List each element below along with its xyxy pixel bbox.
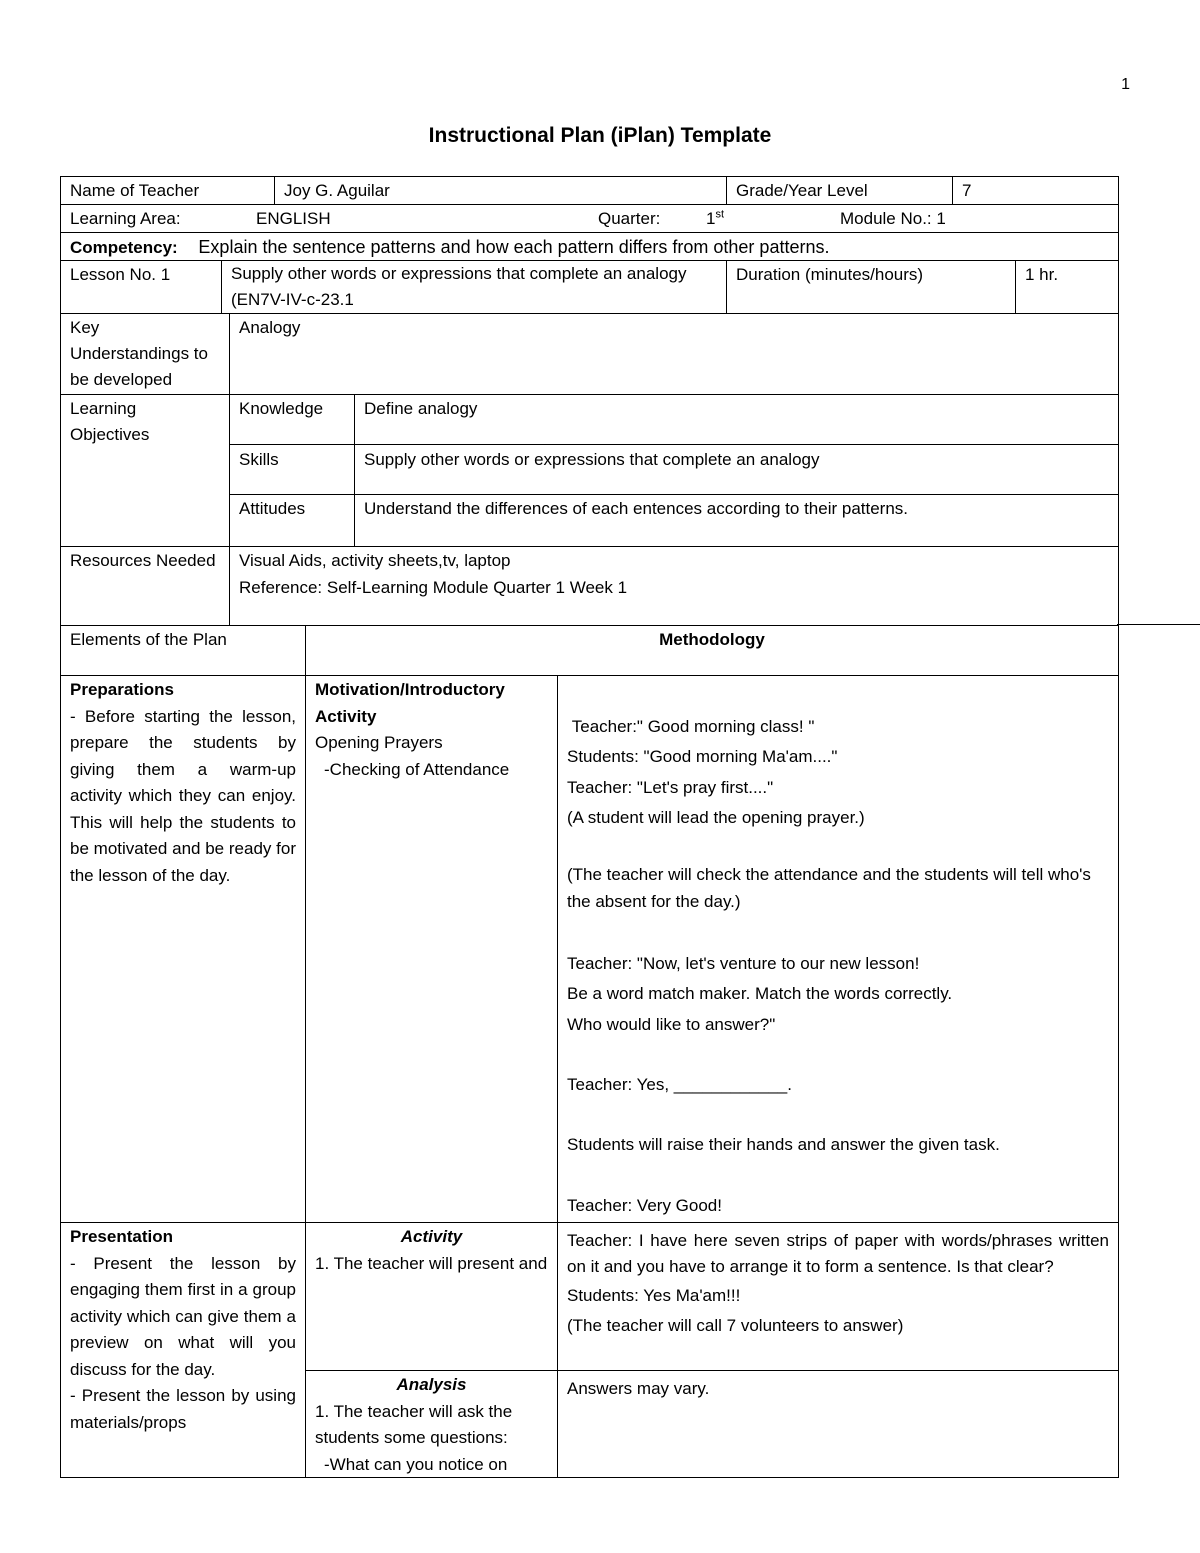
presentation-cell: [60, 1222, 306, 1478]
name-value: Joy G. Aguilar: [274, 176, 727, 205]
dialogue-line: Teacher:" Good morning class! ": [567, 717, 815, 736]
motivation-title: Motivation/Introductory Activity: [315, 680, 505, 726]
methodology-label: Methodology: [305, 625, 1119, 676]
resources-line-2: Reference: Self-Learning Module Quarter 1 Week 1: [239, 577, 628, 597]
analysis-answer: Answers may vary.: [557, 1370, 1119, 1478]
dialogue-line: Teacher: Very Good!: [567, 1195, 722, 1215]
lesson-label: Lesson No. 1: [60, 260, 222, 314]
activity-text: 1. The teacher will present and: [315, 1253, 548, 1273]
dialogue-line: Be a word match maker. Match the words correctly.: [567, 984, 953, 1004]
dialogue-line: (A student will lead the opening prayer.): [567, 807, 865, 827]
resources-value: [229, 546, 1119, 626]
objective-knowledge-label: Knowledge: [229, 394, 355, 445]
dialogue-line: (The teacher will check the attendance and the students will tell who's the absent for the day.): [567, 865, 1096, 911]
grade-label: Grade/Year Level: [726, 176, 953, 205]
presentation-title: Presentation: [70, 1227, 173, 1246]
competency-label: Competency:: [70, 238, 178, 257]
presentation-text-1: - Present the lesson by engaging them first in a group activity which can give them a preview on what will you discuss for the day.: [70, 1253, 296, 1379]
dialogue-blank: [567, 833, 1109, 862]
quarter-suffix: st: [715, 208, 725, 221]
page-number: 1: [1121, 76, 1130, 93]
dialogue-blank: [567, 1100, 1109, 1130]
objective-attitudes-label: Attitudes: [229, 494, 355, 547]
activity-dialogue-1: Teacher: I have here seven strips of paper with words/phrases written on it and you have to arrange it to form a sentence. Is that clear?: [567, 1231, 1109, 1276]
preparations-title: Preparations: [70, 680, 174, 699]
elements-of-plan-label: Elements of the Plan: [60, 625, 306, 676]
duration-value: 1 hr.: [1015, 260, 1119, 314]
learning-objectives-label: Learning Objectives: [60, 394, 230, 547]
key-understandings-value: Analogy: [229, 313, 1119, 395]
motivation-dialogue-cell: [557, 675, 1119, 1223]
dialogue-line: Students: "Good morning Ma'am....": [567, 747, 838, 767]
objective-skills-label: Skills: [229, 444, 355, 495]
resources-line-1: Visual Aids, activity sheets,tv, laptop: [239, 551, 511, 570]
learning-area-label: Learning Area:: [70, 209, 181, 228]
analysis-title: Analysis: [396, 1375, 467, 1394]
objective-skills-value: Supply other words or expressions that complete an analogy: [354, 444, 1119, 495]
dialogue-blank: [567, 915, 1109, 949]
dialogue-line: Students will raise their hands and answer the given task.: [567, 1135, 1000, 1155]
analysis-text-2: -What can you notice on: [324, 1454, 508, 1474]
resources-label: Resources Needed: [60, 546, 230, 626]
dialogue-line: Teacher: Yes, ____________.: [567, 1075, 792, 1095]
module-label: Module No.:: [840, 209, 932, 228]
lesson-value: Supply other words or expressions that complete an analogy (EN7V-IV-c-23.1: [221, 260, 727, 314]
preparations-cell: [60, 675, 306, 1223]
dialogue-line: Teacher: "Now, let's venture to our new lesson!: [567, 954, 920, 974]
preparations-text: - Before starting the lesson, prepare the students by giving them a warm-up activity which they can enjoy. This will help the students to be motivated and be ready for the lesson of the day.: [70, 706, 296, 885]
activity-dialogue-cell: [557, 1222, 1119, 1371]
competency-row: [60, 232, 1119, 261]
activity-cell: [305, 1222, 558, 1371]
learning-area-value: ENGLISH: [256, 209, 331, 228]
competency-value: Explain the sentence patterns and how each pattern differs from other patterns.: [198, 237, 830, 257]
duration-label: Duration (minutes/hours): [726, 260, 1016, 314]
key-understandings-label: Key Understandings to be developed: [60, 313, 230, 395]
motivation-cell: [305, 675, 558, 1223]
dialogue-line: Teacher: "Let's pray first....": [567, 777, 774, 797]
analysis-cell: [305, 1370, 558, 1478]
dialogue-blank: [567, 1161, 1109, 1191]
dialogue-blank: [567, 1040, 1109, 1070]
page-edge-rule: [1117, 624, 1200, 625]
name-label: Name of Teacher: [60, 176, 275, 205]
activity-dialogue-2: Students: Yes Ma'am!!!: [567, 1286, 741, 1305]
presentation-text-2: - Present the lesson by using materials/props: [70, 1386, 296, 1432]
grade-value: 7: [952, 176, 1119, 205]
activity-title: Activity: [400, 1227, 463, 1246]
quarter-label: Quarter:: [598, 209, 661, 228]
learning-area-row: [60, 204, 1119, 233]
objective-attitudes-value: Understand the differences of each entences according to their patterns.: [354, 494, 1119, 547]
activity-dialogue-3: (The teacher will call 7 volunteers to answer): [567, 1316, 904, 1335]
dialogue-line: Who would like to answer?": [567, 1014, 776, 1034]
module-value: 1: [936, 209, 946, 228]
objective-knowledge-value: Define analogy: [354, 394, 1119, 445]
analysis-text-1: 1. The teacher will ask the students some questions:: [315, 1401, 513, 1447]
quarter-value: 1: [706, 209, 716, 228]
motivation-line-2: -Checking of Attendance: [324, 759, 510, 779]
motivation-line-1: Opening Prayers: [315, 733, 443, 752]
page-title: Instructional Plan (iPlan) Template: [428, 124, 772, 147]
